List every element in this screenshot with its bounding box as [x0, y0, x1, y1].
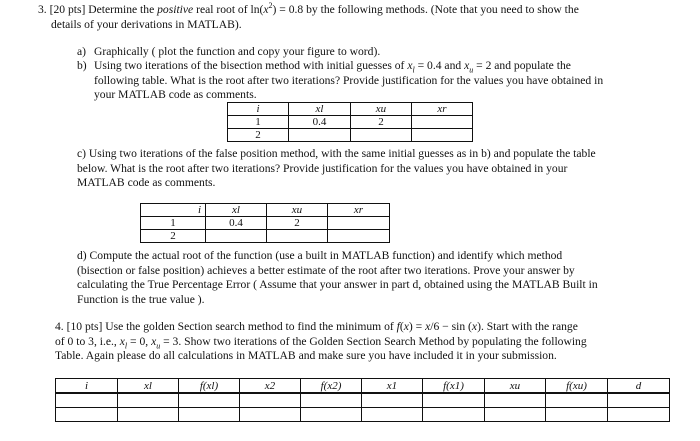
q3-part-a: a) Graphically ( plot the function and copy your figure to word).	[77, 45, 381, 58]
col-header-i: i	[56, 379, 118, 394]
table-row	[56, 408, 670, 422]
col-header-xu: xu	[351, 103, 412, 116]
col-header-fxl: f(xl)	[179, 379, 240, 394]
col-header-fx2: f(x2)	[301, 379, 362, 394]
col-header-i: i	[228, 103, 289, 116]
q4-text: 4. [10 pts] Use the golden Section search method to find the minimum of f(x) = x/6 − sin (x). Start with the range of 0 to 3, i.e., $x_l = 0$, $x_u = 3$. Show two iterations of the Golden Section Search Method by populating the following Table. Again please do all calculations in MATLAB and make sure you have included it in your submission.	[55, 320, 587, 363]
table-row: 1 0.4 2	[228, 116, 473, 129]
q3-header: 3. [20 pts] Determine the positive real root of $\ln(x^2) = 0.8$ by the following methods. (Note that you need to show the details of your derivations in MATLAB).	[38, 1, 579, 31]
q3-part-c: c) Using two iterations of the false position method, with the same initial guesses as in b) and populate the table below. What is the root after two iterations? Provide justification for the values you have obtained in your MATLAB code as comments.	[77, 147, 596, 190]
col-header-xu: xu	[485, 379, 546, 394]
table-row: 1 0.4 2	[141, 217, 390, 230]
table-row	[56, 393, 670, 408]
col-header-x1: x1	[362, 379, 423, 394]
col-header-d: d	[608, 379, 670, 394]
col-header-xu: xu	[267, 204, 328, 217]
q3-part-b: b) Using two iterations of the bisection method with initial guesses of $x_l = 0.4$ and $x_u = 2$ and populate the following table. What is the root after two iterations? Provide justification for the values you have obtained in your MATLAB code as comments.	[77, 59, 604, 102]
bisection-table	[227, 102, 473, 142]
table-row: 2	[228, 129, 473, 142]
table-row: 2	[141, 230, 390, 243]
col-header-xr: xr	[328, 204, 390, 217]
false-position-table	[140, 203, 390, 243]
col-header-xl: xl	[118, 379, 179, 394]
col-header-xl: xl	[206, 204, 267, 217]
col-header-fx1: f(x1)	[423, 379, 485, 394]
col-header-fxu: f(xu)	[546, 379, 608, 394]
col-header-xl: xl	[289, 103, 351, 116]
col-header-i: i	[141, 204, 206, 217]
col-header-x2: x2	[240, 379, 301, 394]
col-header-xr: xr	[412, 103, 473, 116]
q3-part-d: d) Compute the actual root of the function (use a built in MATLAB function) and identify which method (bisection or false position) achieves a better estimate of the root after two iterations. Prove your answer by calculating the True Percentage Error ( Assume that your answer in part d, obtained using the MATLAB Built in Function is the true value ).	[77, 249, 598, 306]
golden-section-table	[55, 378, 670, 422]
